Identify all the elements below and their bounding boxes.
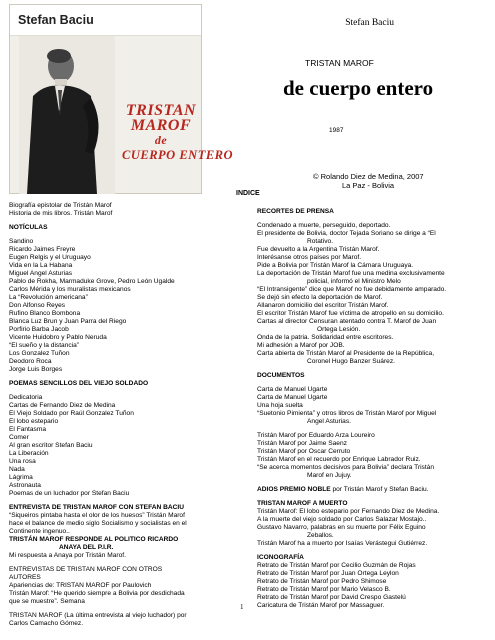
index-entry: Carta de Manuel Ugarte	[257, 394, 328, 401]
index-entry: TRISTÁN MAROF RESPONDE AL POLITICO RICARDO	[9, 536, 179, 543]
index-entry: Biografía epistolar de Tristán Marof	[9, 202, 112, 209]
index-entry: Deodoro Roca	[9, 358, 52, 365]
index-entry: Pablo de Rokha, Marmaduke Grove, Pedro León Ugalde	[9, 278, 175, 285]
index-entry: Al gran escritor Stefan Baciu	[9, 442, 93, 449]
index-entry: A la muerte del viejo soldado por Carlos Salazar Mostajo..	[257, 516, 427, 523]
portrait-illustration	[19, 36, 115, 194]
index-entry: “El sueño y la distancia”	[9, 342, 80, 349]
index-entry: Interésanse otros países por Marof.	[257, 254, 362, 261]
cover-title	[122, 102, 234, 163]
index-entry: Retrato de Tristán Marof por Cecilio Guzmán de Rojas	[257, 562, 416, 569]
index-entry: La Liberación	[9, 450, 49, 457]
index-entry: Comer	[9, 434, 29, 441]
index-entry: Cartas al director Censuran atentado contra T. Marof de Juan	[257, 318, 437, 325]
cover-author: Stefan Baciu	[18, 13, 94, 27]
page-number: 1	[240, 603, 244, 611]
index-entry: Continente ingenuo..	[9, 528, 70, 535]
index-entry: Cartas de Fernando Diez de Medina	[9, 402, 116, 409]
index-section-heading: ICONOGRAFÍA	[257, 554, 304, 561]
index-entry: Mi respuesta a Anaya por Tristán Marof.	[9, 552, 126, 559]
index-section-heading: RECORTES DE PRENSA	[257, 208, 334, 215]
index-entry: ANAYA DEL P.I.R.	[59, 544, 114, 551]
index-entry: Gustavo Navarro, palabras en su muerte por Félix Eguino	[257, 524, 426, 531]
index-entry: Coronel Hugo Banzer Suárez.	[307, 358, 395, 365]
index-entry: Tristán Marof: El lobo estepario por Fernando Diez de Medina.	[257, 508, 440, 515]
index-section-heading: TRISTAN MAROF A MUERTO	[257, 500, 348, 507]
index-entry: Nada	[9, 466, 25, 473]
index-entry: Tristán Marof por Eduardo Arza Loureiro	[257, 432, 375, 439]
index-entry: Retrato de Tristán Marof por Juan Ortega Leylon	[257, 570, 399, 577]
index-entry: Zeballos.	[307, 532, 334, 539]
index-entry: “Se acerca momentos decisivos para Bolivia” declara Tristán	[257, 464, 435, 471]
index-entry: Jorge Luis Borges	[9, 366, 63, 373]
index-section-heading: ENTREVISTA DE TRISTAN MAROF CON STEFAN BACIU	[9, 504, 184, 511]
index-entry: Ortega Lesión.	[317, 326, 361, 333]
cover-title-line-1: TRISTAN	[125, 102, 197, 119]
index-entry: “Siqueiros pintaba hasta el olor de los huesos” Tristán Marof	[9, 512, 185, 519]
index-entry: Carlos Mérida y los muralistas mexicanos	[9, 286, 131, 293]
index-entry: Porfirio Barba Jacob	[9, 326, 69, 333]
subject-name: TRISTAN MAROF	[305, 58, 374, 68]
index-entry: Retrato de Tristán Marof por Mario Velasco B.	[257, 586, 391, 593]
cover-title-line-2: MAROF	[130, 117, 192, 134]
index-entry: Poemas de un luchador por Stefan Baciu	[9, 490, 130, 497]
index-entry: Carta abierta de Tristán Marof al Presidente de la República,	[257, 350, 435, 357]
index-entry: Vida en la La Habana	[9, 262, 73, 269]
index-entry-bold-part: ADIOS PREMIO NOBLE	[257, 486, 331, 493]
index-entry: Carlos Camacho Gómez.	[9, 620, 84, 627]
cover-title-line-4: CUERPO ENTERO	[122, 148, 234, 162]
index-entry: Fue devuelto a la Argentina Tristán Marof.	[257, 246, 380, 253]
index-entry: Tristán Marof en el recuerdo por Enrique Labrador Ruiz.	[257, 456, 421, 463]
index-entry: Don Alfonso Reyes	[9, 302, 66, 309]
index-entry: La “Revolución americana”	[9, 294, 88, 301]
index-entry: Miguel Angel Asturias	[9, 270, 73, 277]
index-entry: El lobo estepario	[9, 418, 59, 425]
index-entry: Retrato de Tristán Marof por Pedro Shimose	[257, 578, 387, 585]
index-entry: TRISTAN MAROF (La última entrevista al viejo luchador) por	[9, 612, 187, 619]
index-heading: INDICE	[236, 190, 260, 197]
page-title: de cuerpo entero	[283, 76, 434, 100]
index-entry: Sandino	[9, 238, 34, 245]
index-entry: Rotativo.	[307, 238, 334, 245]
index-left-column	[9, 202, 247, 628]
index-section-heading: NOTÍCULAS	[9, 224, 48, 231]
book-cover	[9, 4, 234, 194]
index-entry: Retrato de Tristán Marof por David Crespo Gastelú	[257, 594, 406, 601]
index-section-heading: POEMAS SENCILLOS DEL VIEJO SOLDADO	[9, 380, 149, 387]
index-entry: Dedicatoria	[9, 394, 43, 401]
index-entry: Allanaron domicilio del escritor Tristán Marof.	[257, 302, 389, 309]
index-entry: Los Gonzalez Tuñon	[9, 350, 70, 357]
index-entry: Una hoja suelta	[257, 402, 303, 409]
index-entry: Rufino Blanco Bombona	[9, 310, 81, 317]
index-entry: Condenado a muerte, perseguido, deportado.	[257, 222, 391, 229]
index-entry: AUTORES	[9, 574, 41, 581]
index-entry: hace el balance de medio siglo Socialismo y socialistas en el	[9, 520, 187, 527]
index-entry: Marof en Jujuy.	[307, 472, 352, 479]
index-entry: Tristán Marof ha a muerto por Isaías Verástegui Gutiérrez.	[257, 540, 428, 547]
index-entry: Historia de mis libros. Tristán Marof	[9, 210, 113, 217]
index-entry: Una rosa	[9, 458, 36, 465]
index-entry: Ricardo Jaimes Freyre	[9, 246, 76, 253]
cover-portrait-photo	[19, 36, 115, 194]
index-entry: Tristán Marof por Oscar Cerruto	[257, 448, 351, 455]
index-entry: “El Intransigente” dice que Marof no fue debidamente amparado.	[257, 286, 447, 293]
index-entry: policial, informó el Ministro Melo	[307, 278, 401, 285]
index-entry: El Viejo Soldado por Raúl Gonzalez Tuñon	[9, 410, 134, 417]
index-entry: Se dejó sin efecto la deportación de Marof.	[257, 294, 383, 301]
index-entry: La deportación de Tristán Marof fue una medina exclusivamente	[257, 270, 445, 277]
index-entry: Astronauta	[9, 482, 41, 489]
index-section-heading: DOCUMENTOS	[257, 372, 305, 379]
index-entry: Eugen Relgis y el Uruguayo	[9, 254, 91, 261]
cover-title-line-3: de	[154, 133, 168, 147]
index-entry: El escritor Tristán Marof fue víctima de atropello en su domicilio.	[257, 310, 444, 317]
index-entry: Tristán Marof: “He querido siempre a Bolivia por desdichada	[9, 590, 185, 597]
page-author: Stefan Baciu	[345, 18, 394, 28]
index-entry-rest: por Tristán Marof y Stefan Baciu.	[330, 486, 429, 493]
publication-place: La Paz - Bolivia	[342, 181, 395, 190]
index-entry: Pide a Bolivia por Tristán Marof la Cámara Uruguaya.	[257, 262, 414, 269]
index-entry: Caricatura de Tristán Marof por Massaguer.	[257, 602, 385, 609]
index-entry: Lágrima	[9, 474, 33, 481]
index-entry: Vicente Huidobro y Pablo Neruda	[9, 334, 107, 341]
index-entry: “Suetonio Pimienta” y otros libros de Tristán Marof por Miguel	[257, 410, 437, 417]
index-entry: que se muestre”. Semana	[9, 598, 85, 605]
index-right-column	[257, 208, 482, 610]
publication-year: 1987	[329, 127, 344, 134]
index-entry	[257, 486, 482, 494]
index-entry: Apariencias de: TRISTAN MAROF por Paulovich	[9, 582, 152, 589]
index-entry: Tristán Marof por Jaime Saenz	[257, 440, 347, 447]
index-entry: Blanca Luz Brun y Juan Parra del Riego	[9, 318, 127, 325]
index-entry: Angel Asturias.	[307, 418, 351, 425]
index-entry: ENTREVISTAS DE TRISTAN MAROF CON OTROS	[9, 566, 163, 573]
index-entry: Mi adhesión a Marof por JOB.	[257, 342, 345, 349]
index-entry: El presidente de Bolivia, doctor Tejada Soriano se dirige a “El	[257, 230, 436, 237]
index-entry: Carta de Manuel Ugarte	[257, 386, 328, 393]
index-entry: El Fantasma	[9, 426, 47, 433]
index-entry: Onda de la patria. Solidaridad entre escritores.	[257, 334, 394, 341]
copyright-notice: © Rolando Diez de Medina, 2007	[313, 172, 424, 181]
